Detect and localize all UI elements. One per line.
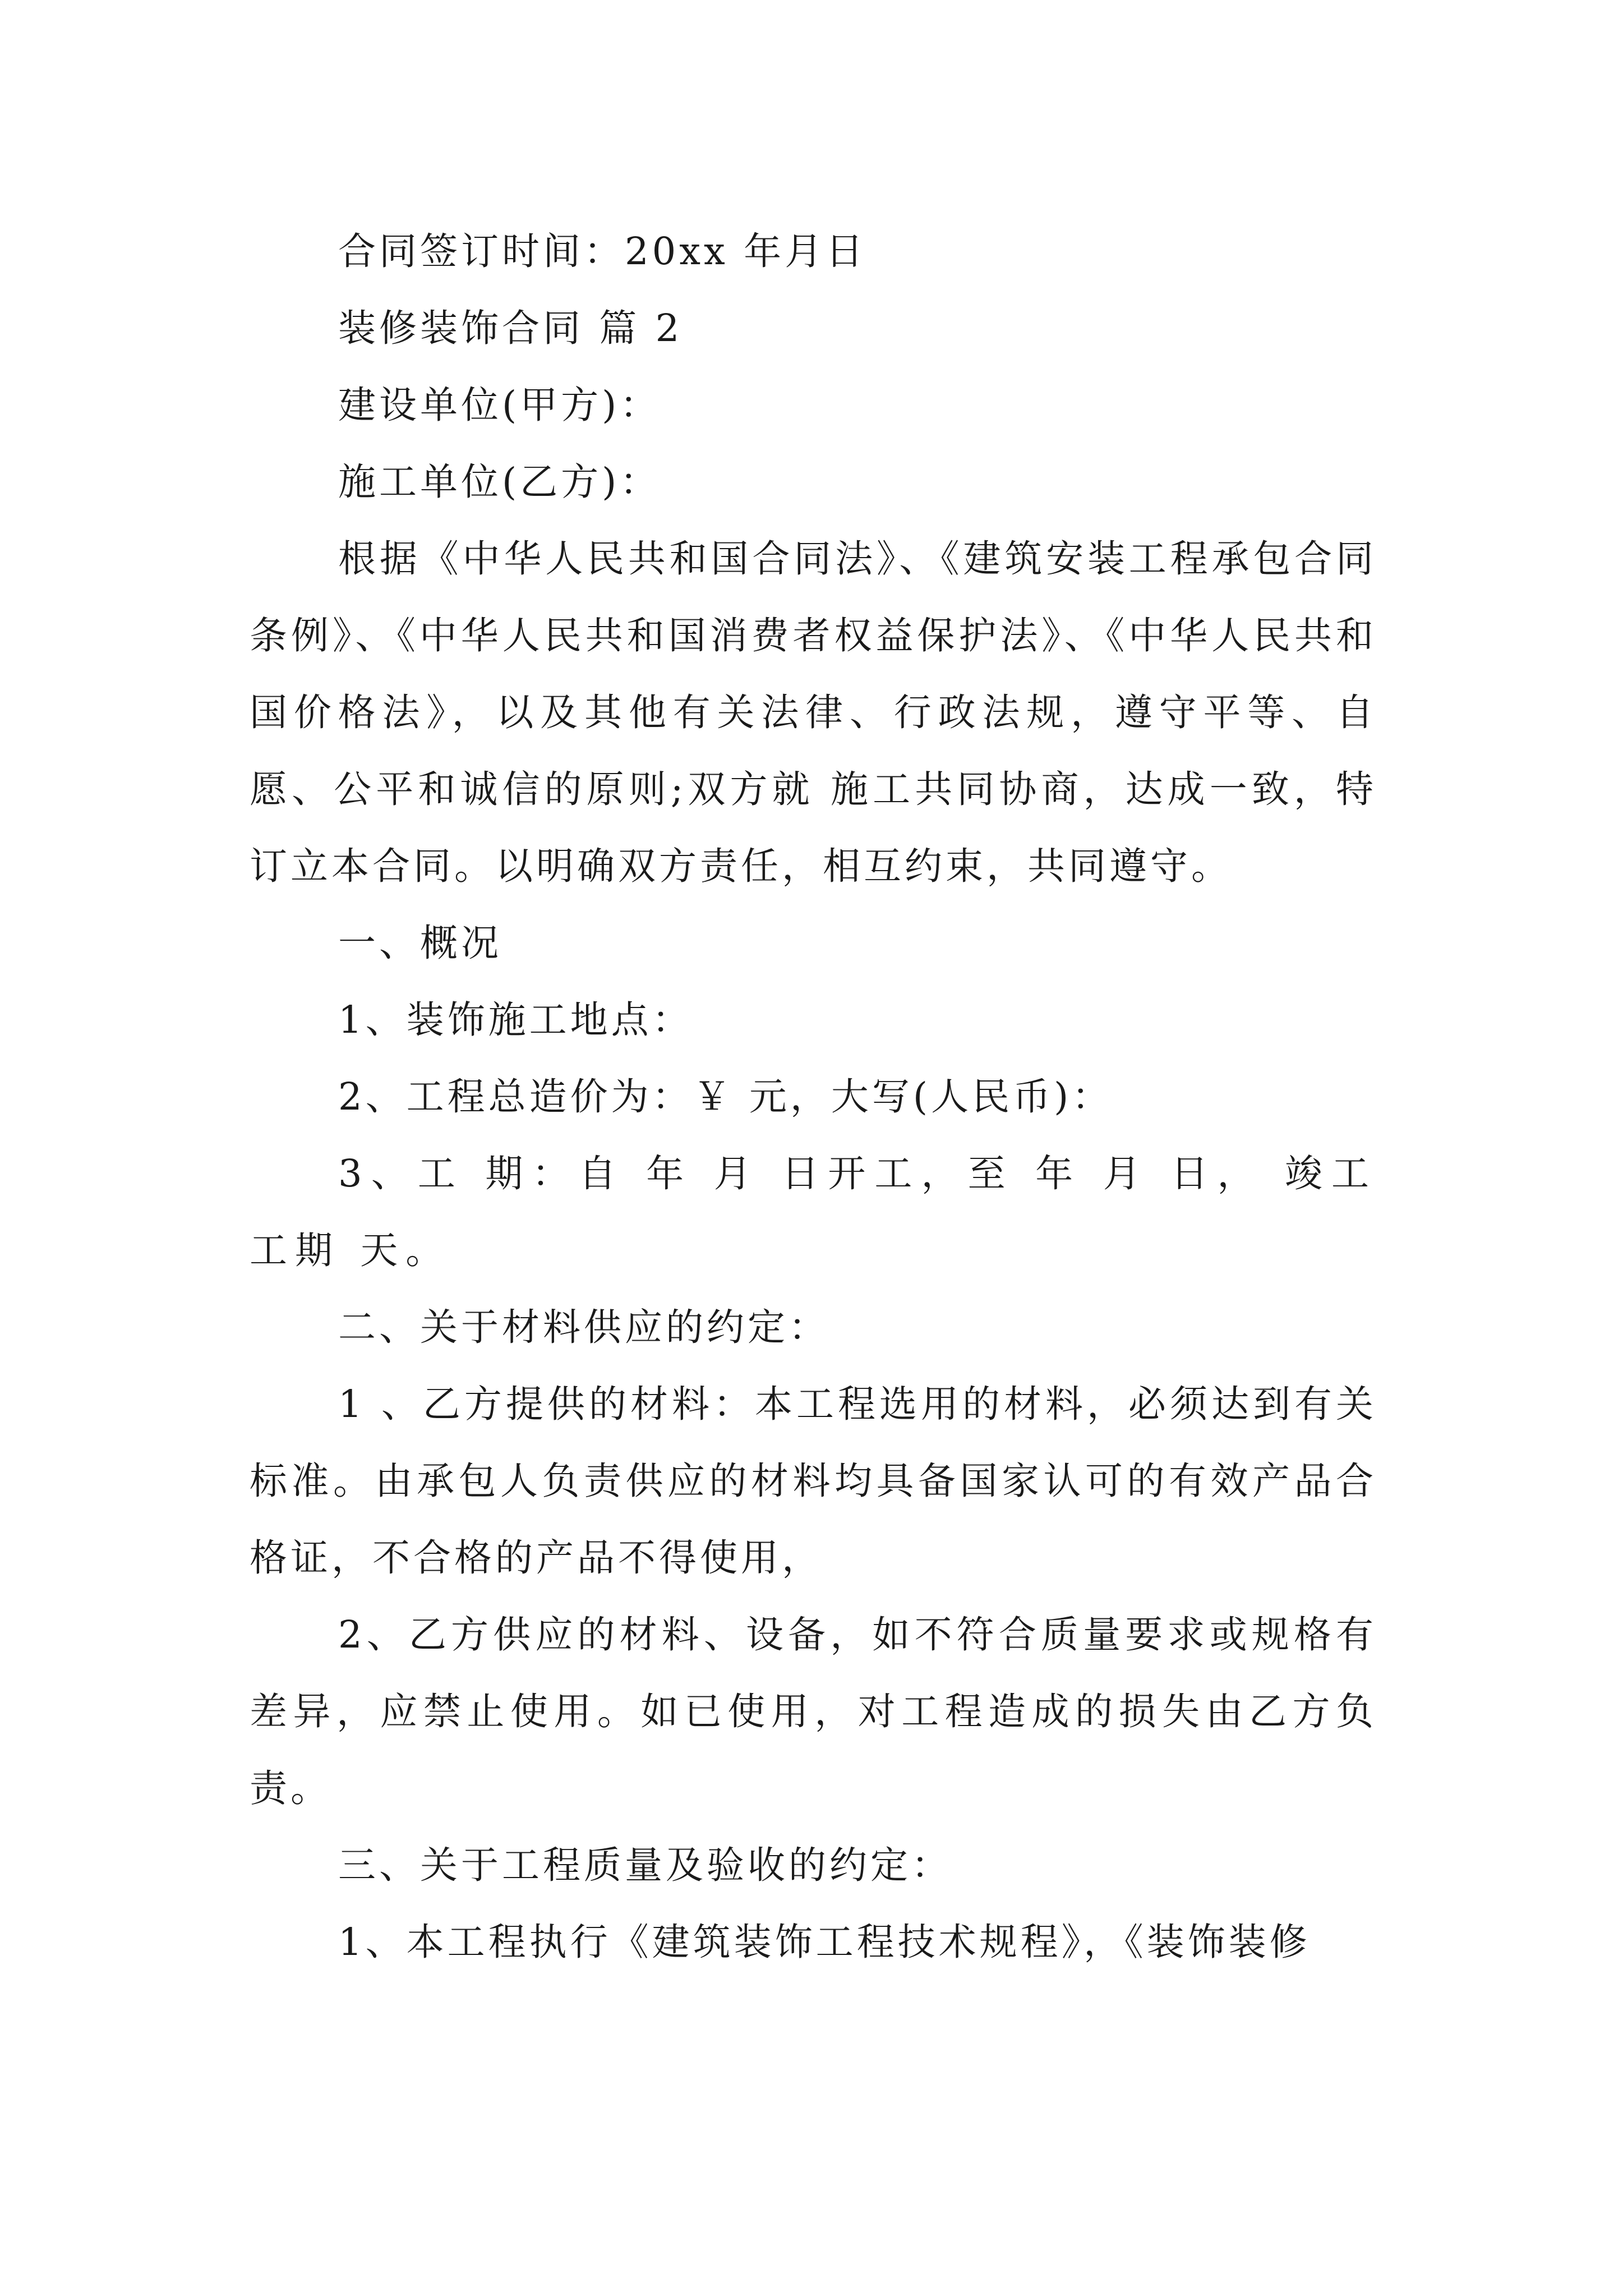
heading-overview: 一、概况 xyxy=(338,921,502,965)
item-site-location: 1、装饰施工地点： xyxy=(338,998,693,1042)
item-schedule: 3、工 期：自 年 月 日开工，至 年 月 日， 竣工工期 天。 xyxy=(250,1152,1377,1272)
heading-materials: 二、关于材料供应的约定： xyxy=(338,1305,829,1349)
section-heading-contract-2: 装修装饰合同 篇 2 xyxy=(338,306,683,350)
preamble-paragraph: 根据《中华人民共和国合同法》、《建筑安装工程承包合同条例》、《中华人民共和国消费者权益保护法》、《中华人民共和国价格法》，以及其他有关法律、行政法规，遵守平等、自愿、公平和诚信的原则;双方就 施工共同协商，达成一致，特订立本合同。以明确双方责任，相互约束，共同遵守。 xyxy=(250,537,1377,888)
contract-signing-date: 合同签订时间：20xx 年月日 xyxy=(338,229,867,273)
document-page xyxy=(250,213,1377,1981)
party-a-line: 建设单位(甲方)： xyxy=(338,383,661,427)
party-b-line: 施工单位(乙方)： xyxy=(338,460,661,504)
materials-clause-1: 1 、乙方提供的材料：本工程选用的材料，必须达到有关标准。由承包人负责供应的材料均具备国家认可的有效产品合格证，不合格的产品不得使用， xyxy=(250,1382,1377,1580)
materials-clause-2: 2、乙方供应的材料、设备，如不符合质量要求或规格有差异，应禁止使用。如已使用，对工程造成的损失由乙方负责。 xyxy=(250,1613,1377,1810)
quality-clause-1: 1、本工程执行《建筑装饰工程技术规程》，《装饰装修 xyxy=(338,1920,1311,1964)
heading-quality: 三、关于工程质量及验收的约定： xyxy=(338,1843,952,1887)
item-total-cost: 2、工程总造价为：￥ 元，大写(人民币)： xyxy=(338,1075,1113,1119)
